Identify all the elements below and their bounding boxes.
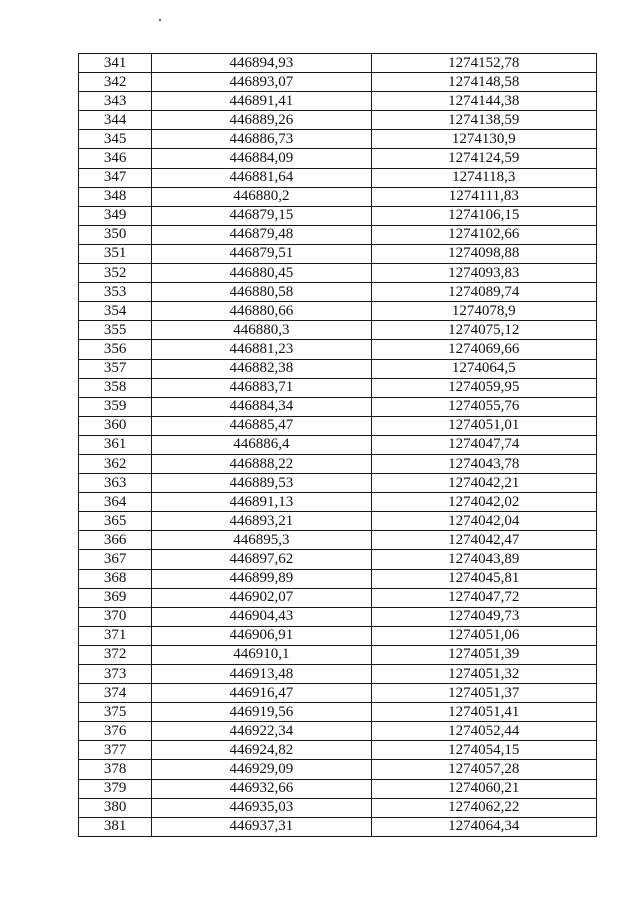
x-coordinate-cell: 446881,64 bbox=[152, 168, 371, 187]
point-number-cell: 347 bbox=[79, 168, 152, 187]
y-coordinate-cell: 1274042,47 bbox=[371, 531, 596, 550]
y-coordinate-cell: 1274089,74 bbox=[371, 283, 596, 302]
point-number-cell: 380 bbox=[79, 798, 152, 817]
table-row bbox=[79, 206, 597, 225]
table-row bbox=[79, 168, 597, 187]
table-row bbox=[79, 264, 597, 283]
x-coordinate-cell: 446929,09 bbox=[152, 760, 371, 779]
point-number-cell: 355 bbox=[79, 321, 152, 340]
point-number-cell: 363 bbox=[79, 474, 152, 493]
x-coordinate-cell: 446897,62 bbox=[152, 550, 371, 569]
x-coordinate-cell: 446937,31 bbox=[152, 817, 371, 836]
x-coordinate-cell: 446885,47 bbox=[152, 416, 371, 435]
table-row bbox=[79, 397, 597, 416]
x-coordinate-cell: 446880,45 bbox=[152, 264, 371, 283]
y-coordinate-cell: 1274111,83 bbox=[371, 187, 596, 206]
table-row bbox=[79, 130, 597, 149]
y-coordinate-cell: 1274045,81 bbox=[371, 569, 596, 588]
x-coordinate-cell: 446891,13 bbox=[152, 493, 371, 512]
coordinates-table-body bbox=[79, 54, 597, 837]
x-coordinate-cell: 446902,07 bbox=[152, 588, 371, 607]
point-number-cell: 344 bbox=[79, 111, 152, 130]
point-number-cell: 374 bbox=[79, 684, 152, 703]
table-row bbox=[79, 798, 597, 817]
point-number-cell: 342 bbox=[79, 73, 152, 92]
table-row bbox=[79, 321, 597, 340]
table-row bbox=[79, 626, 597, 645]
point-number-cell: 373 bbox=[79, 665, 152, 684]
table-row bbox=[79, 302, 597, 321]
y-coordinate-cell: 1274042,21 bbox=[371, 474, 596, 493]
x-coordinate-cell: 446906,91 bbox=[152, 626, 371, 645]
y-coordinate-cell: 1274059,95 bbox=[371, 378, 596, 397]
point-number-cell: 352 bbox=[79, 264, 152, 283]
table-row bbox=[79, 512, 597, 531]
table-row bbox=[79, 588, 597, 607]
x-coordinate-cell: 446879,48 bbox=[152, 225, 371, 244]
table-row bbox=[79, 92, 597, 111]
y-coordinate-cell: 1274051,32 bbox=[371, 665, 596, 684]
y-coordinate-cell: 1274106,15 bbox=[371, 206, 596, 225]
y-coordinate-cell: 1274060,21 bbox=[371, 779, 596, 798]
table-row bbox=[79, 760, 597, 779]
scan-speck bbox=[159, 19, 161, 21]
table-row bbox=[79, 817, 597, 836]
y-coordinate-cell: 1274042,04 bbox=[371, 512, 596, 531]
x-coordinate-cell: 446899,89 bbox=[152, 569, 371, 588]
point-number-cell: 357 bbox=[79, 359, 152, 378]
x-coordinate-cell: 446879,51 bbox=[152, 244, 371, 263]
table-row bbox=[79, 244, 597, 263]
point-number-cell: 360 bbox=[79, 416, 152, 435]
coordinates-table bbox=[78, 53, 597, 837]
table-row bbox=[79, 703, 597, 722]
point-number-cell: 349 bbox=[79, 206, 152, 225]
table-row bbox=[79, 569, 597, 588]
x-coordinate-cell: 446889,26 bbox=[152, 111, 371, 130]
x-coordinate-cell: 446935,03 bbox=[152, 798, 371, 817]
y-coordinate-cell: 1274098,88 bbox=[371, 244, 596, 263]
table-row bbox=[79, 665, 597, 684]
table-row bbox=[79, 73, 597, 92]
y-coordinate-cell: 1274152,78 bbox=[371, 54, 596, 73]
x-coordinate-cell: 446895,3 bbox=[152, 531, 371, 550]
x-coordinate-cell: 446880,58 bbox=[152, 283, 371, 302]
y-coordinate-cell: 1274064,34 bbox=[371, 817, 596, 836]
x-coordinate-cell: 446889,53 bbox=[152, 474, 371, 493]
table-row bbox=[79, 722, 597, 741]
point-number-cell: 378 bbox=[79, 760, 152, 779]
y-coordinate-cell: 1274069,66 bbox=[371, 340, 596, 359]
point-number-cell: 361 bbox=[79, 435, 152, 454]
y-coordinate-cell: 1274057,28 bbox=[371, 760, 596, 779]
point-number-cell: 365 bbox=[79, 512, 152, 531]
point-number-cell: 379 bbox=[79, 779, 152, 798]
table-row bbox=[79, 340, 597, 359]
table-row bbox=[79, 779, 597, 798]
point-number-cell: 370 bbox=[79, 607, 152, 626]
point-number-cell: 341 bbox=[79, 54, 152, 73]
table-row bbox=[79, 149, 597, 168]
point-number-cell: 345 bbox=[79, 130, 152, 149]
y-coordinate-cell: 1274055,76 bbox=[371, 397, 596, 416]
x-coordinate-cell: 446932,66 bbox=[152, 779, 371, 798]
x-coordinate-cell: 446893,21 bbox=[152, 512, 371, 531]
table-row bbox=[79, 283, 597, 302]
point-number-cell: 354 bbox=[79, 302, 152, 321]
point-number-cell: 359 bbox=[79, 397, 152, 416]
y-coordinate-cell: 1274130,9 bbox=[371, 130, 596, 149]
x-coordinate-cell: 446894,93 bbox=[152, 54, 371, 73]
point-number-cell: 367 bbox=[79, 550, 152, 569]
point-number-cell: 368 bbox=[79, 569, 152, 588]
point-number-cell: 381 bbox=[79, 817, 152, 836]
point-number-cell: 371 bbox=[79, 626, 152, 645]
y-coordinate-cell: 1274047,72 bbox=[371, 588, 596, 607]
y-coordinate-cell: 1274148,58 bbox=[371, 73, 596, 92]
y-coordinate-cell: 1274051,01 bbox=[371, 416, 596, 435]
y-coordinate-cell: 1274124,59 bbox=[371, 149, 596, 168]
x-coordinate-cell: 446884,34 bbox=[152, 397, 371, 416]
x-coordinate-cell: 446888,22 bbox=[152, 454, 371, 473]
point-number-cell: 348 bbox=[79, 187, 152, 206]
y-coordinate-cell: 1274118,3 bbox=[371, 168, 596, 187]
y-coordinate-cell: 1274062,22 bbox=[371, 798, 596, 817]
y-coordinate-cell: 1274078,9 bbox=[371, 302, 596, 321]
point-number-cell: 377 bbox=[79, 741, 152, 760]
point-number-cell: 376 bbox=[79, 722, 152, 741]
point-number-cell: 366 bbox=[79, 531, 152, 550]
point-number-cell: 346 bbox=[79, 149, 152, 168]
table-row bbox=[79, 607, 597, 626]
x-coordinate-cell: 446893,07 bbox=[152, 73, 371, 92]
point-number-cell: 343 bbox=[79, 92, 152, 111]
y-coordinate-cell: 1274051,41 bbox=[371, 703, 596, 722]
table-row bbox=[79, 187, 597, 206]
point-number-cell: 350 bbox=[79, 225, 152, 244]
x-coordinate-cell: 446880,3 bbox=[152, 321, 371, 340]
x-coordinate-cell: 446880,2 bbox=[152, 187, 371, 206]
x-coordinate-cell: 446880,66 bbox=[152, 302, 371, 321]
y-coordinate-cell: 1274075,12 bbox=[371, 321, 596, 340]
table-row bbox=[79, 225, 597, 244]
y-coordinate-cell: 1274051,06 bbox=[371, 626, 596, 645]
table-row bbox=[79, 531, 597, 550]
point-number-cell: 362 bbox=[79, 454, 152, 473]
y-coordinate-cell: 1274052,44 bbox=[371, 722, 596, 741]
y-coordinate-cell: 1274144,38 bbox=[371, 92, 596, 111]
x-coordinate-cell: 446919,56 bbox=[152, 703, 371, 722]
x-coordinate-cell: 446886,4 bbox=[152, 435, 371, 454]
y-coordinate-cell: 1274051,37 bbox=[371, 684, 596, 703]
table-row bbox=[79, 684, 597, 703]
point-number-cell: 369 bbox=[79, 588, 152, 607]
point-number-cell: 364 bbox=[79, 493, 152, 512]
table-row bbox=[79, 741, 597, 760]
table-row bbox=[79, 378, 597, 397]
y-coordinate-cell: 1274043,78 bbox=[371, 454, 596, 473]
table-row bbox=[79, 111, 597, 130]
x-coordinate-cell: 446891,41 bbox=[152, 92, 371, 111]
x-coordinate-cell: 446913,48 bbox=[152, 665, 371, 684]
point-number-cell: 375 bbox=[79, 703, 152, 722]
y-coordinate-cell: 1274049,73 bbox=[371, 607, 596, 626]
y-coordinate-cell: 1274138,59 bbox=[371, 111, 596, 130]
table-row bbox=[79, 416, 597, 435]
point-number-cell: 372 bbox=[79, 645, 152, 664]
table-row bbox=[79, 550, 597, 569]
table-row bbox=[79, 54, 597, 73]
x-coordinate-cell: 446883,71 bbox=[152, 378, 371, 397]
table-row bbox=[79, 454, 597, 473]
x-coordinate-cell: 446879,15 bbox=[152, 206, 371, 225]
table-row bbox=[79, 359, 597, 378]
x-coordinate-cell: 446910,1 bbox=[152, 645, 371, 664]
point-number-cell: 351 bbox=[79, 244, 152, 263]
x-coordinate-cell: 446904,43 bbox=[152, 607, 371, 626]
y-coordinate-cell: 1274064,5 bbox=[371, 359, 596, 378]
y-coordinate-cell: 1274047,74 bbox=[371, 435, 596, 454]
x-coordinate-cell: 446882,38 bbox=[152, 359, 371, 378]
x-coordinate-cell: 446884,09 bbox=[152, 149, 371, 168]
x-coordinate-cell: 446922,34 bbox=[152, 722, 371, 741]
y-coordinate-cell: 1274102,66 bbox=[371, 225, 596, 244]
table-row bbox=[79, 435, 597, 454]
y-coordinate-cell: 1274043,89 bbox=[371, 550, 596, 569]
table-row bbox=[79, 493, 597, 512]
x-coordinate-cell: 446881,23 bbox=[152, 340, 371, 359]
table-row bbox=[79, 645, 597, 664]
x-coordinate-cell: 446924,82 bbox=[152, 741, 371, 760]
point-number-cell: 358 bbox=[79, 378, 152, 397]
point-number-cell: 353 bbox=[79, 283, 152, 302]
table-row bbox=[79, 474, 597, 493]
y-coordinate-cell: 1274042,02 bbox=[371, 493, 596, 512]
x-coordinate-cell: 446916,47 bbox=[152, 684, 371, 703]
point-number-cell: 356 bbox=[79, 340, 152, 359]
y-coordinate-cell: 1274093,83 bbox=[371, 264, 596, 283]
y-coordinate-cell: 1274054,15 bbox=[371, 741, 596, 760]
y-coordinate-cell: 1274051,39 bbox=[371, 645, 596, 664]
x-coordinate-cell: 446886,73 bbox=[152, 130, 371, 149]
